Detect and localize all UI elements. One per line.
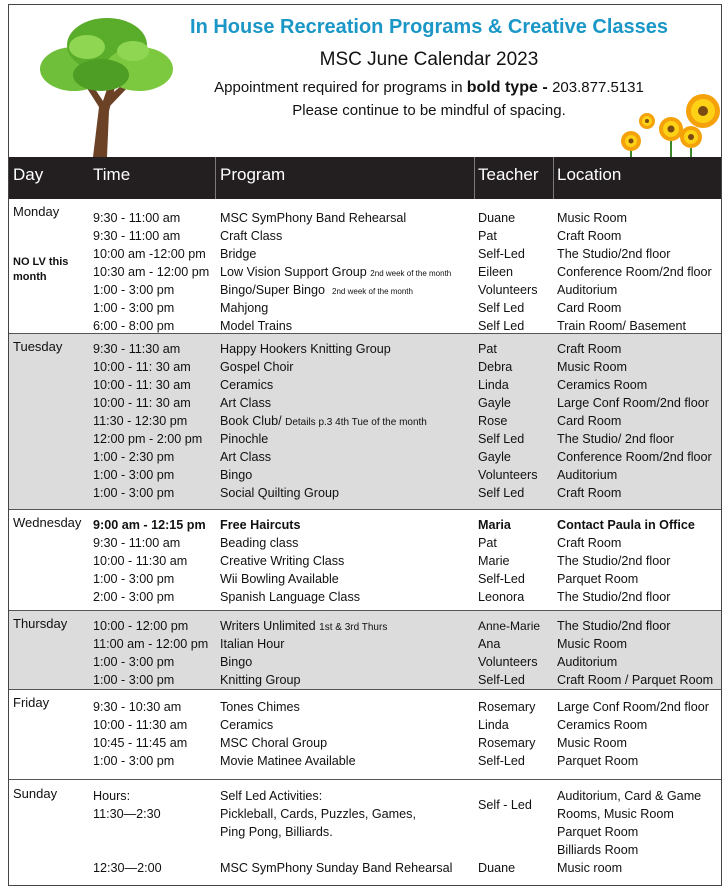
location-cell: Parquet Room: [557, 572, 639, 586]
location-cell: The Studio/ 2nd floor: [557, 432, 674, 446]
teacher-cell: Volunteers: [478, 468, 538, 482]
teacher-cell: Eileen: [478, 265, 514, 279]
day-label: Sunday: [13, 786, 58, 801]
table-row: [9, 281, 721, 299]
table-row: [9, 394, 721, 412]
location-cell: The Studio/2nd floor: [557, 590, 671, 604]
table-row: [9, 412, 721, 430]
sunday-location-line: Billiards Room: [557, 843, 639, 857]
location-cell: Music Room: [557, 360, 627, 374]
program-cell: MSC SymPhony Sunday Band Rehearsal: [220, 861, 453, 875]
teacher-cell: Self Led: [478, 301, 525, 315]
time-cell: 10:00 - 11: 30 am: [93, 396, 191, 410]
program-cell: Knitting Group: [220, 673, 301, 687]
program-cell: [220, 281, 413, 301]
program-note: Details p.3 4th Tue of the month: [285, 417, 427, 428]
table-row: [9, 299, 721, 317]
program-note: 1st & 3rd Thurs: [319, 622, 388, 633]
monday-note: NO LV this month: [13, 256, 69, 283]
program-cell: Bridge: [220, 247, 257, 261]
program-cell: Movie Matinee Available: [220, 754, 356, 768]
appointment-note-text: Appointment required for programs in: [214, 79, 467, 96]
table-row: [9, 340, 721, 358]
tuesday-section: [9, 334, 721, 510]
program-cell: MSC SymPhony Band Rehearsal: [220, 211, 407, 225]
program-text: Book Club/: [220, 414, 282, 428]
teacher-cell: Self-Led: [478, 247, 525, 261]
location-cell: Music Room: [557, 211, 627, 225]
program-cell: [220, 412, 427, 432]
program-text: Writers Unlimited: [220, 619, 316, 633]
program-text: Bingo/Super Bingo: [220, 283, 326, 297]
sunday-location-line: Auditorium, Card & Game: [557, 789, 702, 803]
sunday-section: [9, 780, 721, 885]
location-cell: Conference Room/2nd floor: [557, 450, 712, 464]
teacher-cell: Pat: [478, 229, 497, 243]
program-cell: Pinochle: [220, 432, 269, 446]
program-cell: Art Class: [220, 450, 272, 464]
program-text: Low Vision Support Group: [220, 265, 367, 279]
program-cell: Ceramics: [220, 718, 274, 732]
location-cell: Music Room: [557, 736, 627, 750]
time-cell: 11:00 am - 12:00 pm: [93, 637, 209, 651]
program-cell: Happy Hookers Knitting Group: [220, 342, 391, 356]
header-divider: [215, 157, 216, 199]
location-cell: Conference Room/2nd floor: [557, 265, 712, 279]
sunday-location-line: Rooms, Music Room: [557, 807, 674, 821]
phone-number: 203.877.5131: [552, 79, 644, 96]
teacher-cell: Duane: [478, 861, 516, 875]
header: [9, 5, 721, 157]
appointment-note-bold: bold type -: [466, 79, 553, 96]
teacher-cell: Rosemary: [478, 736, 536, 750]
location-cell: Auditorium: [557, 283, 618, 297]
time-cell: 6:00 - 8:00 pm: [93, 319, 175, 333]
location-cell: Parquet Room: [557, 754, 639, 768]
location-cell: Craft Room: [557, 229, 622, 243]
location-cell: Large Conf Room/2nd floor: [557, 700, 709, 714]
time-cell: 9:00 am - 12:15 pm: [93, 518, 206, 532]
program-cell: Beading class: [220, 536, 299, 550]
teacher-cell: Pat: [478, 342, 497, 356]
time-cell: 1:00 - 3:00 pm: [93, 283, 175, 297]
time-cell: 9:30 - 10:30 am: [93, 700, 182, 714]
program-cell: Creative Writing Class: [220, 554, 345, 568]
time-cell: 9:30 - 11:00 am: [93, 536, 181, 550]
program-cell: Model Trains: [220, 319, 293, 333]
time-cell: 1:00 - 3:00 pm: [93, 754, 175, 768]
program-cell: Gospel Choir: [220, 360, 294, 374]
sunday-location-line: Parquet Room: [557, 825, 639, 839]
location-cell: Music room: [557, 861, 623, 875]
table-row: [9, 534, 721, 552]
table-row: [9, 317, 721, 335]
location-cell: Card Room: [557, 301, 622, 315]
sunday-hours-label: Hours:: [93, 789, 131, 803]
time-cell: 12:30—2:00: [93, 861, 162, 875]
wednesday-section: [9, 510, 721, 611]
time-cell: 11:30 - 12:30 pm: [93, 414, 188, 428]
col-day: Day: [13, 165, 44, 184]
location-cell: Large Conf Room/2nd floor: [557, 396, 709, 410]
program-cell: Free Haircuts: [220, 518, 301, 532]
time-cell: 10:00 - 11: 30 am: [93, 378, 191, 392]
appointment-note: [179, 79, 679, 97]
teacher-cell: Leonora: [478, 590, 525, 604]
teacher-cell: Self-Led: [478, 673, 525, 687]
table-row: [9, 448, 721, 466]
table-row: [9, 358, 721, 376]
table-row: [9, 263, 721, 281]
location-cell: Craft Room: [557, 536, 622, 550]
time-cell: 10:00 - 11:30 am: [93, 554, 188, 568]
time-cell: 1:00 - 3:00 pm: [93, 655, 175, 669]
location-cell: Craft Room: [557, 486, 622, 500]
teacher-cell: Ana: [478, 637, 501, 651]
location-cell: Ceramics Room: [557, 378, 648, 392]
table-row: [9, 430, 721, 448]
day-label: Friday: [13, 695, 50, 710]
location-cell: Train Room/ Basement: [557, 319, 687, 333]
table-row: [9, 516, 721, 534]
program-cell: Craft Class: [220, 229, 283, 243]
program-note: 2nd week of the month: [332, 287, 413, 296]
teacher-cell: Maria: [478, 518, 511, 532]
program-cell: Wii Bowling Available: [220, 572, 339, 586]
tree-illustration: [29, 11, 179, 157]
table-row: [9, 376, 721, 394]
location-cell: Card Room: [557, 414, 622, 428]
spacing-note: Please continue to be mindful of spacing.: [292, 102, 566, 119]
time-cell: 9:30 - 11:00 am: [93, 211, 181, 225]
table-row: [9, 859, 721, 877]
day-label: Wednesday: [13, 515, 82, 530]
time-cell: 10:45 - 11:45 am: [93, 736, 188, 750]
time-cell: 10:30 am - 12:00 pm: [93, 265, 210, 279]
location-cell: Auditorium: [557, 655, 618, 669]
teacher-cell: Volunteers: [478, 283, 538, 297]
teacher-cell: Gayle: [478, 396, 511, 410]
time-cell: 10:00 - 11:30 am: [93, 718, 188, 732]
time-cell: 9:30 - 11:30 am: [93, 342, 181, 356]
teacher-cell: Debra: [478, 360, 513, 374]
table-row: [9, 698, 721, 716]
day-label: Monday: [13, 204, 60, 219]
teacher-cell: Pat: [478, 536, 497, 550]
time-cell: 1:00 - 3:00 pm: [93, 301, 175, 315]
table-row: [9, 635, 721, 653]
time-cell: 1:00 - 2:30 pm: [93, 450, 175, 464]
teacher-cell: Self Led: [478, 319, 525, 333]
sunday-program-line: Pickleball, Cards, Puzzles, Games,: [220, 807, 416, 821]
location-cell: Ceramics Room: [557, 718, 648, 732]
location-cell: The Studio/2nd floor: [557, 247, 671, 261]
col-time: Time: [93, 165, 131, 184]
program-cell: [220, 617, 387, 637]
location-cell: Music Room: [557, 637, 627, 651]
teacher-cell: Self-Led: [478, 754, 525, 768]
monday-section: [9, 199, 721, 334]
time-cell: 9:30 - 11:00 am: [93, 229, 181, 243]
time-cell: 1:00 - 3:00 pm: [93, 486, 175, 500]
time-cell: 1:00 - 3:00 pm: [93, 572, 175, 586]
col-program: Program: [220, 165, 286, 184]
time-cell: 1:00 - 3:00 pm: [93, 673, 175, 687]
table-row: [9, 209, 721, 227]
program-cell: [220, 263, 451, 283]
table-header: [9, 157, 721, 199]
time-cell: 1:00 - 3:00 pm: [93, 468, 175, 482]
day-label: Thursday: [13, 616, 68, 631]
table-row: [9, 227, 721, 245]
program-cell: Social Quilting Group: [220, 486, 340, 500]
teacher-cell: Self-Led: [478, 572, 525, 586]
table-row: [9, 552, 721, 570]
time-cell: 10:00 - 11: 30 am: [93, 360, 191, 374]
teacher-cell: Duane: [478, 211, 516, 225]
program-cell: MSC Choral Group: [220, 736, 328, 750]
program-cell: Mahjong: [220, 301, 269, 315]
time-cell: 10:00 am -12:00 pm: [93, 247, 206, 261]
program-cell: Tones Chimes: [220, 700, 300, 714]
location-cell: Contact Paula in Office: [557, 518, 695, 532]
program-cell: Bingo: [220, 468, 253, 482]
location-cell: Auditorium: [557, 468, 618, 482]
header-divider: [553, 157, 554, 199]
table-row: [9, 570, 721, 588]
teacher-cell: Linda: [478, 378, 509, 392]
location-cell: The Studio/2nd floor: [557, 619, 671, 633]
program-cell: Bingo: [220, 655, 253, 669]
program-cell: Art Class: [220, 396, 272, 410]
teacher-cell: Volunteers: [478, 655, 538, 669]
sunday-teacher: Self - Led: [478, 798, 532, 812]
col-location: Location: [557, 165, 622, 184]
calendar-page: [8, 4, 722, 886]
table-row: [9, 466, 721, 484]
time-cell: 12:00 pm - 2:00 pm: [93, 432, 203, 446]
time-cell: 2:00 - 3:00 pm: [93, 590, 175, 604]
calendar-subtitle: MSC June Calendar 2023: [319, 49, 539, 70]
table-row: [9, 653, 721, 671]
table-row: [9, 245, 721, 263]
sunday-hours: 11:30—2:30: [93, 807, 161, 821]
time-cell: 10:00 - 12:00 pm: [93, 619, 189, 633]
col-teacher: Teacher: [478, 165, 539, 184]
page-title: In House Recreation Programs & Creative Classes: [190, 16, 668, 38]
table-row: [9, 752, 721, 770]
program-cell: Spanish Language Class: [220, 590, 361, 604]
table-row: [9, 617, 721, 635]
location-cell: Craft Room: [557, 342, 622, 356]
table-row: [9, 671, 721, 689]
friday-section: [9, 690, 721, 780]
table-row: [9, 484, 721, 502]
sunday-program-line: Self Led Activities:: [220, 789, 323, 803]
location-cell: Craft Room / Parquet Room: [557, 673, 714, 687]
program-note: 2nd week of the month: [370, 269, 452, 278]
day-label: Tuesday: [13, 339, 63, 354]
program-cell: Italian Hour: [220, 637, 285, 651]
table-row: [9, 588, 721, 606]
sunflowers-illustration: [613, 91, 723, 157]
location-cell: The Studio/2nd floor: [557, 554, 671, 568]
teacher-cell: Self Led: [478, 432, 525, 446]
teacher-cell: Linda: [478, 718, 509, 732]
teacher-cell: Rose: [478, 414, 508, 428]
table-row: [9, 734, 721, 752]
teacher-cell: Self Led: [478, 486, 525, 500]
teacher-cell: Anne-Marie: [478, 619, 541, 633]
header-divider: [474, 157, 475, 199]
teacher-cell: Marie: [478, 554, 510, 568]
program-cell: Ceramics: [220, 378, 274, 392]
teacher-cell: Rosemary: [478, 700, 536, 714]
sunday-program-line: Ping Pong, Billiards.: [220, 825, 333, 839]
teacher-cell: Gayle: [478, 450, 511, 464]
table-row: [9, 716, 721, 734]
thursday-section: [9, 611, 721, 690]
